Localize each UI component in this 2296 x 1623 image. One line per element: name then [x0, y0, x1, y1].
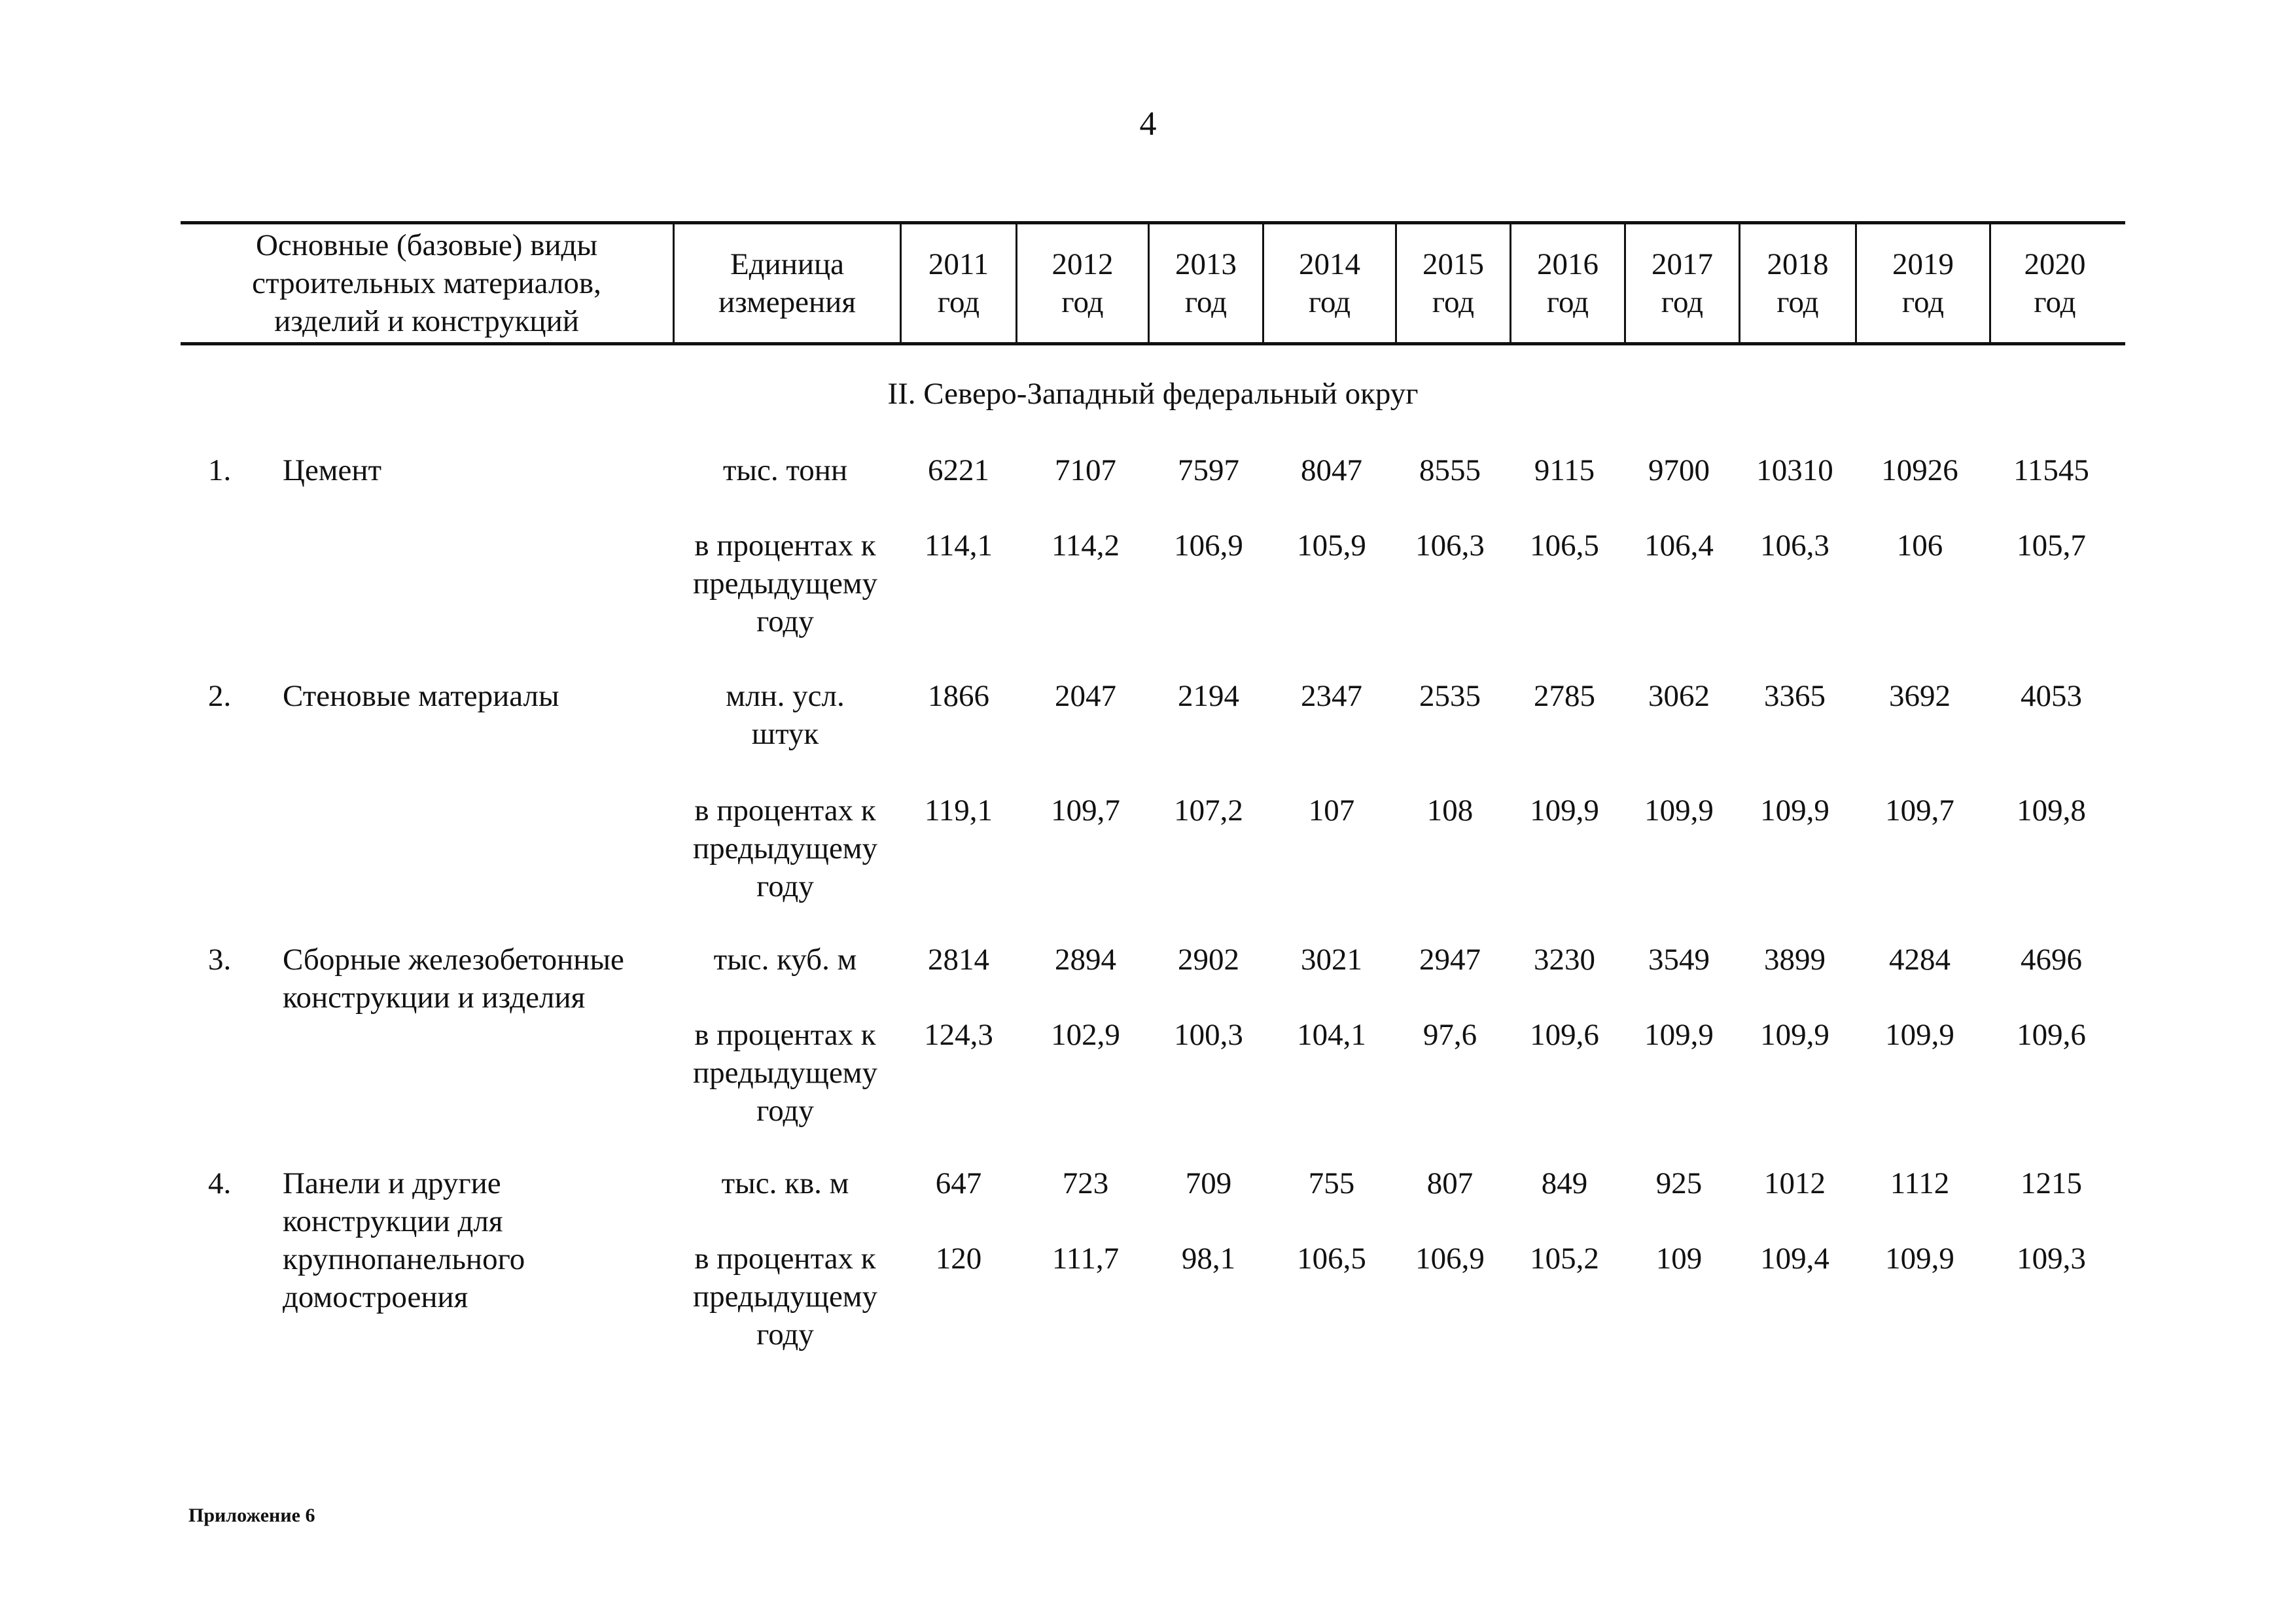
- value-cell: 1215: [2021, 1166, 2082, 1200]
- material-name-line: Панели и другие: [283, 1166, 501, 1200]
- value-cell: 109,9: [1644, 794, 1714, 828]
- value-cell: 102,9: [1051, 1018, 1120, 1052]
- value-cell: 3692: [1889, 679, 1951, 713]
- header-year-suffix: год: [1776, 285, 1819, 319]
- value-cell: 3549: [1648, 943, 1710, 977]
- header-year-label: 2016: [1537, 247, 1598, 281]
- header-material-column: [181, 224, 673, 342]
- value-cell: 106,4: [1644, 529, 1714, 563]
- value-cell: 109: [1655, 1242, 1703, 1276]
- unit-label-line: тыс. куб. м: [713, 943, 857, 977]
- unit-label-line: в процентах к: [694, 1242, 876, 1276]
- header-year-2019: [1855, 224, 1989, 342]
- value-cell: 107,2: [1174, 794, 1243, 828]
- value-cell: 3899: [1764, 943, 1826, 977]
- value-cell: 98,1: [1181, 1242, 1236, 1276]
- table-header: [181, 221, 2125, 345]
- value-cell: 97,6: [1422, 1018, 1477, 1052]
- value-cell: 106,5: [1297, 1242, 1366, 1276]
- header-year-2017: [1624, 224, 1739, 342]
- page-number: 4: [1139, 105, 1157, 143]
- value-cell: 2902: [1178, 943, 1239, 977]
- header-unit-line: Единица: [730, 247, 845, 281]
- value-cell: 4696: [2021, 943, 2082, 977]
- value-cell: 9700: [1648, 453, 1710, 487]
- value-cell: 109,8: [2017, 794, 2086, 828]
- header-year-suffix: год: [2034, 285, 2076, 319]
- header-year-suffix: год: [1308, 285, 1351, 319]
- header-year-suffix: год: [1661, 285, 1704, 319]
- value-cell: 109,4: [1760, 1242, 1829, 1276]
- value-cell: 7597: [1178, 453, 1239, 487]
- header-year-label: 2014: [1299, 247, 1360, 281]
- value-cell: 1112: [1890, 1166, 1950, 1200]
- value-cell: 807: [1426, 1166, 1474, 1200]
- unit-label-line: в процентах к: [694, 1018, 876, 1052]
- header-unit-column: [673, 224, 900, 342]
- unit-label-line: году: [756, 869, 814, 903]
- value-cell: 2535: [1419, 679, 1481, 713]
- unit-label-line: году: [756, 1318, 814, 1352]
- value-cell: 106: [1896, 529, 1943, 563]
- value-cell: 100,3: [1174, 1018, 1243, 1052]
- value-cell: 709: [1185, 1166, 1232, 1200]
- unit-label-line: штук: [751, 717, 819, 751]
- header-year-suffix: год: [1061, 285, 1104, 319]
- value-cell: 106,9: [1174, 529, 1243, 563]
- value-cell: 2347: [1301, 679, 1362, 713]
- row-number: 1.: [208, 453, 232, 487]
- value-cell: 8047: [1301, 453, 1362, 487]
- value-cell: 107: [1308, 794, 1355, 828]
- value-cell: 849: [1541, 1166, 1588, 1200]
- header-year-label: 2020: [2024, 247, 2086, 281]
- row-number: 3.: [208, 943, 232, 977]
- value-cell: 114,2: [1051, 529, 1120, 563]
- header-material-line: изделий и конструкций: [274, 304, 579, 338]
- value-cell: 106,5: [1530, 529, 1599, 563]
- row-number: 4.: [208, 1166, 232, 1200]
- value-cell: 106,3: [1415, 529, 1485, 563]
- unit-label-line: тыс. тонн: [722, 453, 848, 487]
- value-cell: 647: [935, 1166, 982, 1200]
- value-cell: 8555: [1419, 453, 1481, 487]
- value-cell: 7107: [1055, 453, 1116, 487]
- unit-label-line: предыдущему: [692, 1056, 878, 1090]
- header-year-suffix: год: [1901, 285, 1945, 319]
- value-cell: 109,9: [1644, 1018, 1714, 1052]
- value-cell: 105,2: [1530, 1242, 1599, 1276]
- header-year-suffix: год: [1432, 285, 1475, 319]
- material-name-line: Цемент: [283, 453, 382, 487]
- value-cell: 111,7: [1051, 1242, 1120, 1276]
- unit-label-line: в процентах к: [694, 794, 876, 828]
- unit-label-line: году: [756, 604, 814, 638]
- unit-label-line: году: [756, 1094, 814, 1128]
- value-cell: 109,6: [2017, 1018, 2086, 1052]
- header-year-label: 2019: [1892, 247, 1954, 281]
- header-year-label: 2015: [1422, 247, 1484, 281]
- header-year-2012: [1016, 224, 1148, 342]
- value-cell: 755: [1308, 1166, 1355, 1200]
- header-year-2018: [1739, 224, 1855, 342]
- material-name-line: домостроения: [283, 1280, 468, 1314]
- value-cell: 2194: [1178, 679, 1239, 713]
- header-year-2020: [1989, 224, 2119, 342]
- value-cell: 2894: [1055, 943, 1116, 977]
- value-cell: 109,9: [1885, 1018, 1954, 1052]
- unit-label-line: предыдущему: [692, 567, 878, 601]
- value-cell: 10310: [1756, 453, 1833, 487]
- header-year-2013: [1148, 224, 1262, 342]
- value-cell: 2047: [1055, 679, 1116, 713]
- header-year-2016: [1510, 224, 1624, 342]
- value-cell: 109,9: [1885, 1242, 1954, 1276]
- value-cell: 109,9: [1760, 1018, 1829, 1052]
- value-cell: 6221: [928, 453, 989, 487]
- value-cell: 124,3: [924, 1018, 993, 1052]
- header-year-suffix: год: [1184, 285, 1227, 319]
- value-cell: 109,6: [1530, 1018, 1599, 1052]
- value-cell: 109,7: [1885, 794, 1954, 828]
- value-cell: 106,9: [1415, 1242, 1485, 1276]
- unit-label-line: предыдущему: [692, 1280, 878, 1314]
- header-year-2014: [1262, 224, 1395, 342]
- value-cell: 3021: [1301, 943, 1362, 977]
- value-cell: 4284: [1889, 943, 1951, 977]
- header-year-label: 2011: [928, 247, 989, 281]
- value-cell: 109,9: [1530, 794, 1599, 828]
- value-cell: 106,3: [1760, 529, 1829, 563]
- header-year-suffix: год: [937, 285, 980, 319]
- material-name-line: конструкции для: [283, 1204, 503, 1238]
- header-year-suffix: год: [1546, 285, 1589, 319]
- value-cell: 119,1: [924, 794, 993, 828]
- row-number: 2.: [208, 679, 232, 713]
- material-name-line: крупнопанельного: [283, 1242, 525, 1276]
- value-cell: 11545: [2013, 453, 2089, 487]
- value-cell: 109,3: [2017, 1242, 2086, 1276]
- value-cell: 108: [1426, 794, 1474, 828]
- value-cell: 2785: [1534, 679, 1595, 713]
- value-cell: 3230: [1534, 943, 1595, 977]
- header-unit-line: измерения: [718, 285, 856, 319]
- material-name-line: конструкции и изделия: [283, 981, 586, 1015]
- unit-label-line: предыдущему: [692, 831, 878, 865]
- value-cell: 10926: [1881, 453, 1958, 487]
- header-year-2015: [1395, 224, 1510, 342]
- value-cell: 723: [1062, 1166, 1109, 1200]
- value-cell: 105,9: [1297, 529, 1366, 563]
- value-cell: 1012: [1764, 1166, 1826, 1200]
- header-year-label: 2017: [1651, 247, 1713, 281]
- footer-note: Приложение 6: [188, 1505, 315, 1526]
- value-cell: 2814: [928, 943, 989, 977]
- value-cell: 104,1: [1297, 1018, 1366, 1052]
- value-cell: 3062: [1648, 679, 1710, 713]
- header-year-2011: [900, 224, 1016, 342]
- material-name-line: Сборные железобетонные: [283, 943, 624, 977]
- value-cell: 3365: [1764, 679, 1826, 713]
- value-cell: 9115: [1534, 453, 1595, 487]
- header-material-line: Основные (базовые) виды: [255, 228, 598, 262]
- header-material-line: строительных материалов,: [252, 266, 601, 300]
- value-cell: 105,7: [2017, 529, 2086, 563]
- value-cell: 4053: [2021, 679, 2082, 713]
- header-year-label: 2018: [1767, 247, 1829, 281]
- value-cell: 114,1: [924, 529, 993, 563]
- value-cell: 109,7: [1051, 794, 1120, 828]
- header-year-label: 2013: [1175, 247, 1237, 281]
- unit-label-line: млн. усл.: [726, 679, 845, 713]
- value-cell: 2947: [1419, 943, 1481, 977]
- material-name-line: Стеновые материалы: [283, 679, 559, 713]
- value-cell: 120: [935, 1242, 982, 1276]
- section-title: II. Северо-Западный федеральный округ: [887, 377, 1419, 411]
- value-cell: 109,9: [1760, 794, 1829, 828]
- unit-label-line: в процентах к: [694, 529, 876, 563]
- header-year-label: 2012: [1051, 247, 1114, 281]
- value-cell: 1866: [928, 679, 989, 713]
- unit-label-line: тыс. кв. м: [721, 1166, 849, 1200]
- value-cell: 925: [1655, 1166, 1703, 1200]
